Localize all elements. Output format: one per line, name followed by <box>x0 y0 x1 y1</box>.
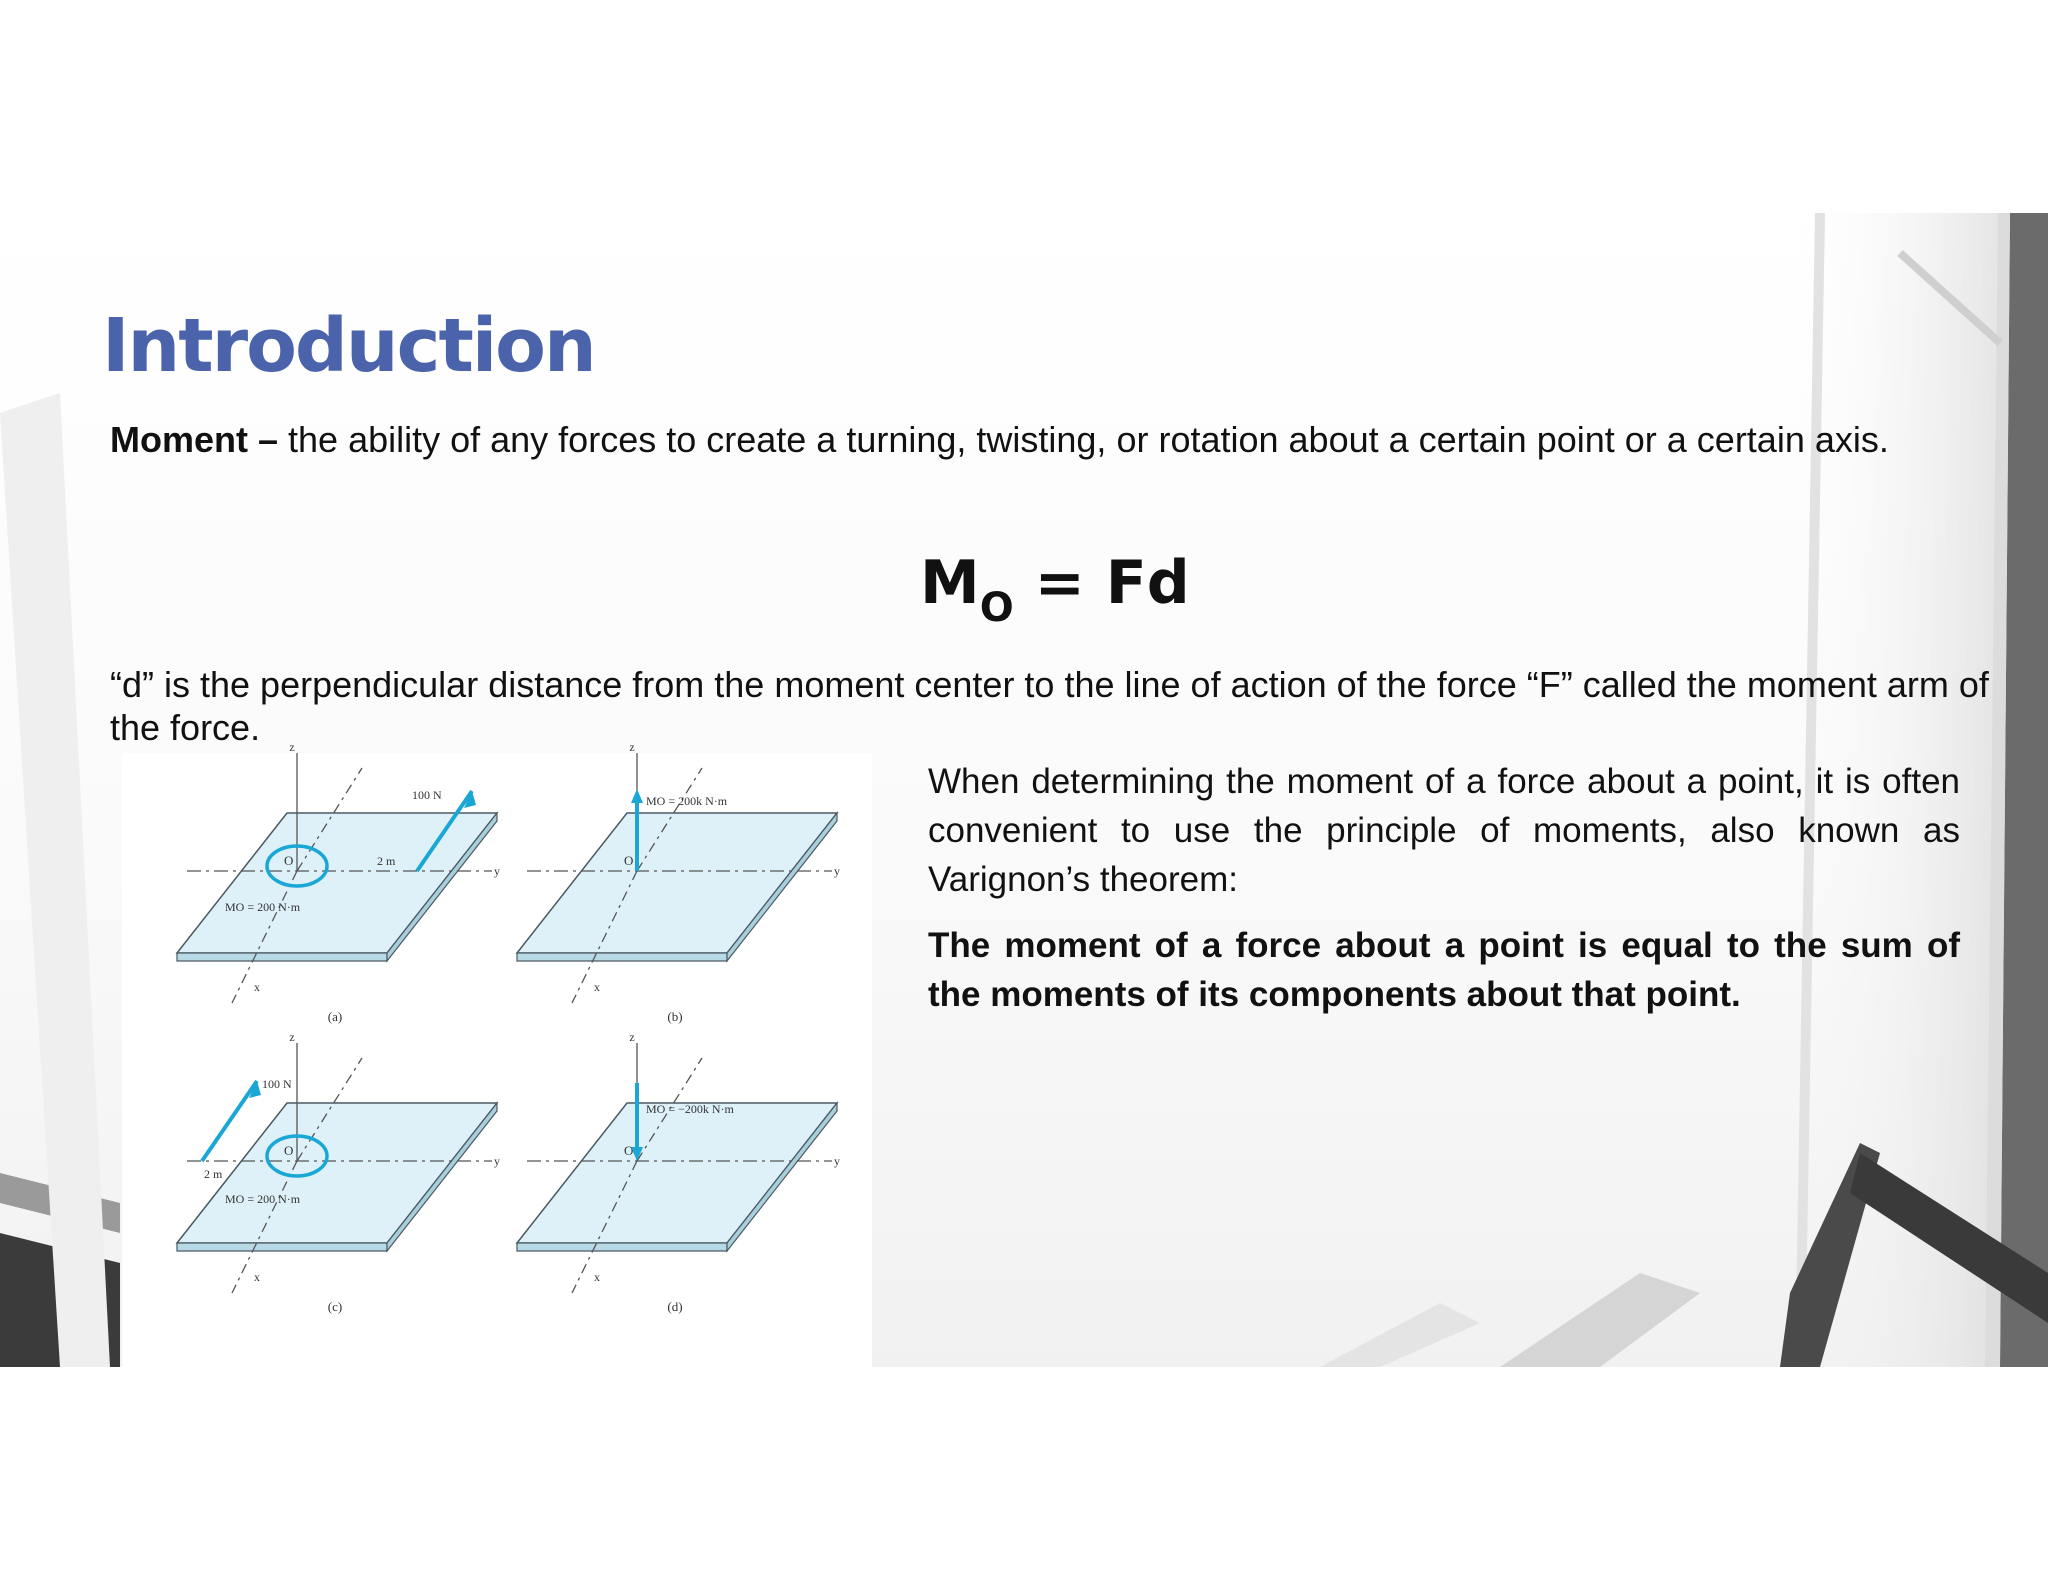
moment-label: MO = −200k N·m <box>646 1102 734 1116</box>
panel-caption: (b) <box>667 1009 683 1024</box>
panel-caption: (c) <box>327 1299 343 1314</box>
slide <box>0 213 2048 1367</box>
moment-figure <box>122 740 872 1563</box>
formula-subscript: O <box>979 585 1014 631</box>
slide-title: Introduction <box>102 303 595 389</box>
x-axis-label: x <box>594 980 600 994</box>
force-arrow <box>202 1081 257 1161</box>
figure-panel-1 <box>177 740 500 1024</box>
x-axis-label: x <box>254 1270 260 1284</box>
panel-caption: (a) <box>327 1009 343 1024</box>
formula-rest: = Fd <box>1013 548 1190 618</box>
z-axis-label: z <box>629 740 635 754</box>
definition-term: Moment – <box>110 419 279 460</box>
origin-label: O <box>284 853 294 868</box>
panel-caption: (d) <box>667 1299 683 1314</box>
y-axis-label: y <box>494 864 500 878</box>
moment-label: MO = 200 N·m <box>225 900 301 914</box>
figure-panel-3 <box>177 1030 500 1314</box>
y-axis-label: y <box>834 1154 840 1168</box>
formula-main: M <box>920 548 980 618</box>
varignon-paragraph: When determining the moment of a force about a point, it is often convenient to use the principle of moments, also known as Varignon’s theorem: <box>928 762 1960 899</box>
figure-panels <box>122 740 872 1563</box>
plate-front <box>177 953 387 961</box>
plate-front <box>517 953 727 961</box>
z-axis-label: z <box>289 1030 295 1044</box>
moment-label: MO = 200 N·m <box>225 1192 301 1206</box>
x-axis-label: x <box>254 980 260 994</box>
principle-of-moments: The moment of a force about a point is equal to the sum of the moments of its components about that point. <box>928 926 1960 1014</box>
origin-label: O <box>624 1143 634 1158</box>
distance-label: 2 m <box>377 854 396 868</box>
moment-arm-definition: “d” is the perpendicular distance from the moment center to the line of action of the force “F” called the moment arm of the force. <box>110 664 1989 748</box>
moment-definition <box>110 418 1990 461</box>
force-label: 100 N <box>262 1077 292 1091</box>
z-axis-label: z <box>629 1030 635 1044</box>
x-axis-label: x <box>594 1270 600 1284</box>
figure-panel-2 <box>517 740 840 1024</box>
moment-vector-head <box>631 789 643 803</box>
plate-front <box>517 1243 727 1251</box>
distance-label: 2 m <box>204 1167 223 1181</box>
moment-formula <box>920 548 1190 631</box>
y-axis-label: y <box>494 1154 500 1168</box>
plate-front <box>177 1243 387 1251</box>
definition-text: the ability of any forces to create a turning, twisting, or rotation about a certain point or a certain axis. <box>278 419 1889 460</box>
y-axis-label: y <box>834 864 840 878</box>
origin-label: O <box>284 1143 294 1158</box>
z-axis-label: z <box>289 740 295 754</box>
origin-label: O <box>624 853 634 868</box>
figure-panel-4 <box>517 1030 840 1314</box>
moment-label: MO = 200k N·m <box>646 794 728 808</box>
force-label: 100 N <box>412 788 442 802</box>
